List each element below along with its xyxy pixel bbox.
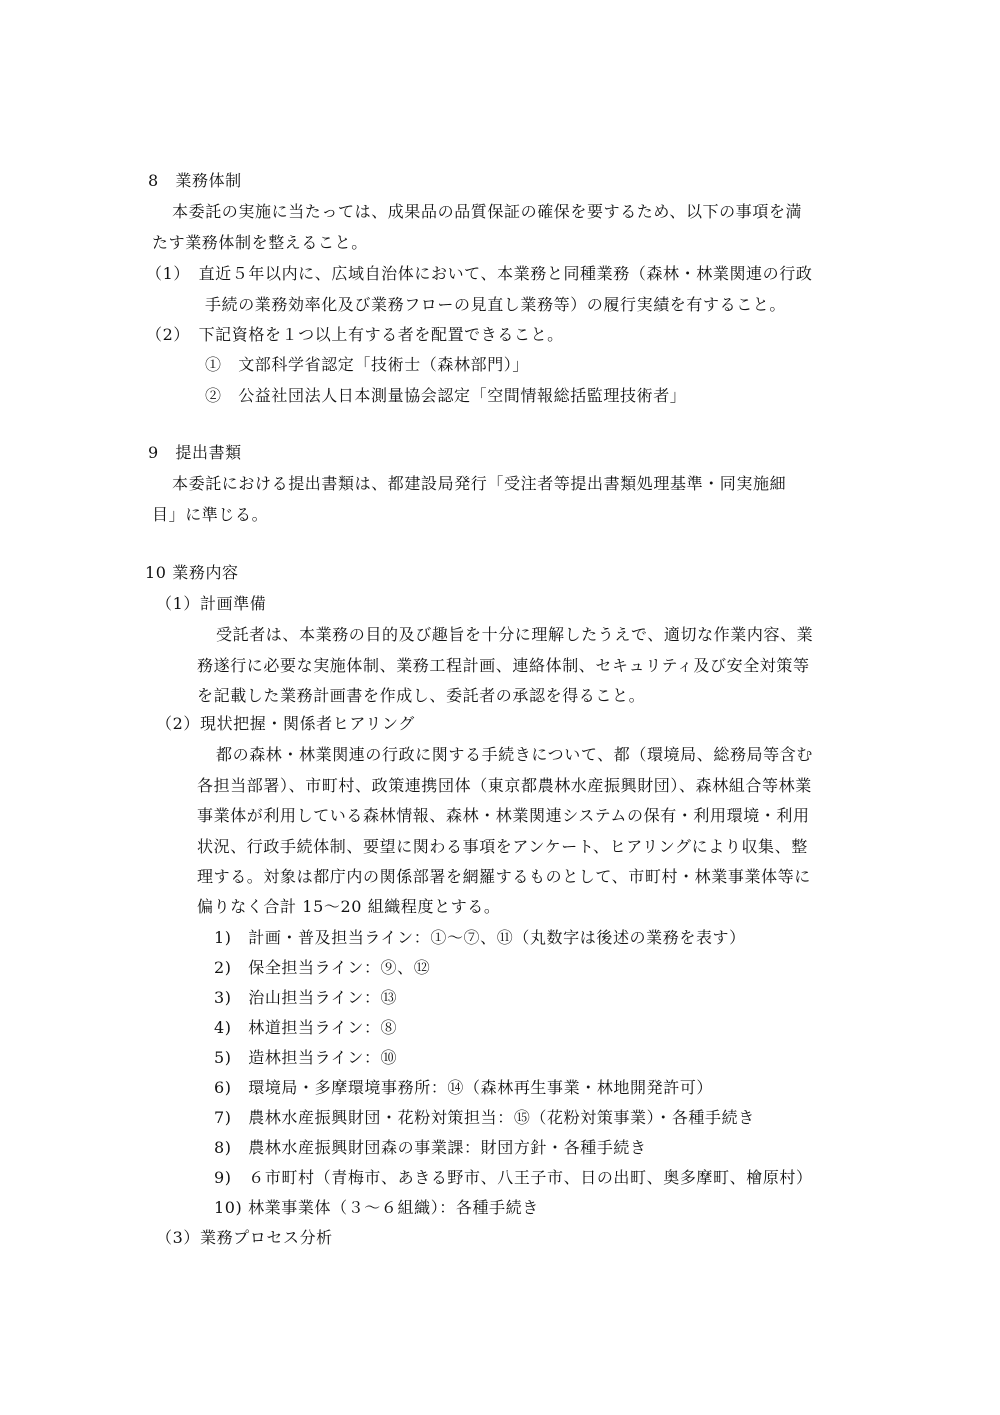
list-item: 10) 林業事業体（３〜６組織）：各種手続き [214, 1198, 539, 1217]
paragraph-line: 偏りなく合計 15〜20 組織程度とする。 [197, 897, 501, 916]
list-item: 2) 保全担当ライン：⑨、⑫ [214, 958, 431, 977]
qualification-item: ① 文部科学省認定「技術士（森林部門）」 [205, 355, 530, 374]
list-item: 3) 治山担当ライン：⑬ [214, 988, 398, 1007]
qualification-item: ② 公益社団法人日本測量協会認定「空間情報総括監理技術者」 [205, 386, 687, 405]
paragraph-line: 務遂行に必要な実施体制、業務工程計画、連絡体制、セキュリティ及び安全対策等 [197, 656, 810, 675]
paragraph-line: 目」に準じる。 [152, 505, 269, 524]
subsection-heading: （2）現状把握・関係者ヒアリング [156, 714, 415, 733]
list-item: （1） 直近５年以内に、広域自治体において、本業務と同種業務（森林・林業関連の行政 [146, 264, 813, 283]
paragraph-line: 本委託の実施に当たっては、成果品の品質保証の確保を要するため、以下の事項を満 [172, 202, 803, 221]
list-item: 7) 農林水産振興財団・花粉対策担当：⑮（花粉対策事業）・各種手続き [214, 1108, 755, 1127]
list-item: 6) 環境局・多摩環境事務所：⑭（森林再生事業・林地開発許可） [214, 1078, 714, 1097]
section-9-heading: 9 提出書類 [148, 443, 242, 462]
paragraph-line: 都の森林・林業関連の行政に関する手続きについて、都（環境局、総務局等含む [216, 745, 813, 764]
paragraph-line: 各担当部署）、市町村、政策連携団体（東京都農林水産振興財団）、森林組合等林業 [197, 776, 812, 795]
list-item: 8) 農林水産振興財団森の事業課：財団方針・各種手続き [214, 1138, 647, 1157]
paragraph-line: 事業体が利用している森林情報、森林・林業関連システムの保有・利用環境・利用 [197, 806, 810, 825]
list-item: 4) 林道担当ライン：⑧ [214, 1018, 398, 1037]
paragraph-line: 受託者は、本業務の目的及び趣旨を十分に理解したうえで、適切な作業内容、業 [216, 625, 814, 644]
list-item: 9) ６市町村（青梅市、あきる野市、八王子市、日の出町、奥多摩町、檜原村） [214, 1168, 813, 1187]
paragraph-line: たす業務体制を整えること。 [152, 233, 368, 252]
paragraph-line: を記載した業務計画書を作成し、委託者の承認を得ること。 [197, 686, 646, 705]
subsection-heading: （1）計画準備 [156, 594, 267, 613]
paragraph-line: 理する。対象は都庁内の関係部署を網羅するものとして、市町村・林業事業体等に [197, 867, 811, 886]
list-item: 5) 造林担当ライン：⑩ [214, 1048, 398, 1067]
paragraph-line: 状況、行政手続体制、要望に関わる事項をアンケート、ヒアリングにより収集、整 [197, 837, 808, 856]
list-item: 1) 計画・普及担当ライン：①〜⑦、⑪（丸数字は後述の業務を表す） [214, 928, 746, 947]
list-item: （2） 下記資格を１つ以上有する者を配置できること。 [146, 325, 564, 344]
section-10-heading: 10 業務内容 [145, 563, 239, 582]
paragraph-line: 本委託における提出書類は、都建設局発行「受注者等提出書類処理基準・同実施細 [172, 474, 787, 493]
section-8-heading: 8 業務体制 [148, 171, 242, 190]
subsection-heading: （3）業務プロセス分析 [156, 1228, 333, 1247]
list-item-continuation: 手続の業務効率化及び業務フローの見直し業務等）の履行実績を有すること。 [205, 295, 787, 314]
